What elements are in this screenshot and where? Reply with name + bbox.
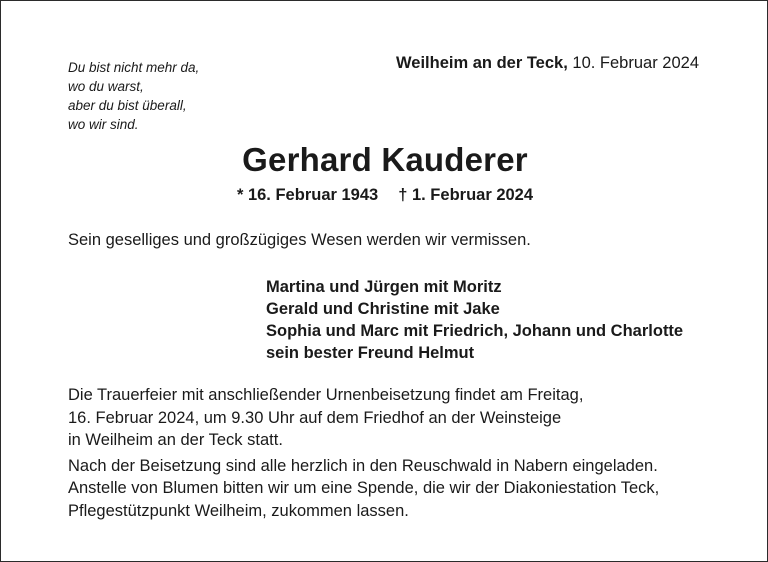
place-and-date [396,54,699,73]
memorial-quote [68,58,199,134]
life-dates [1,186,768,205]
mourner-line: Sophia und Marc mit Friedrich, Johann und Charlotte [266,322,684,340]
mourners-list [266,276,683,364]
mourner-line: Gerald und Christine mit Jake [266,300,500,318]
service-line: 16. Februar 2024, um 9.30 Uhr auf dem Friedhof an der Weinsteige [68,408,562,427]
service-line: Anstelle von Blumen bitten wir um eine Spende, die wir der Diakoniestation Teck, [68,479,660,497]
quote-line: wo wir sind. [68,117,139,132]
notice-date: 10. Februar 2024 [572,54,699,72]
quote-line: aber du bist überall, [68,98,187,113]
quote-line: wo du warst, [68,79,144,94]
service-line: Pflegestützpunkt Weilheim, zukommen lassen. [68,501,409,520]
mourner-line: Martina und Jürgen mit Moritz [266,278,502,296]
place: Weilheim an der Teck, [396,54,568,72]
deceased-name: Gerhard Kauderer [242,141,528,178]
service-line: Die Trauerfeier mit anschließender Urnenbeisetzung findet am Freitag, [68,386,584,404]
mourner-line: sein bester Freund Helmut [266,344,475,362]
death-date: † 1. Februar 2024 [398,186,534,204]
service-line: Nach der Beisetzung sind alle herzlich in den Reuschwald in Nabern eingeladen. [68,456,658,475]
tribute-sentence: Sein geselliges und großzügiges Wesen werden wir vermissen. [68,231,531,249]
service-line: in Weilheim an der Teck statt. [68,431,283,449]
service-information [68,384,659,522]
quote-line: Du bist nicht mehr da, [68,60,200,75]
birth-date: * 16. Februar 1943 [236,186,379,204]
